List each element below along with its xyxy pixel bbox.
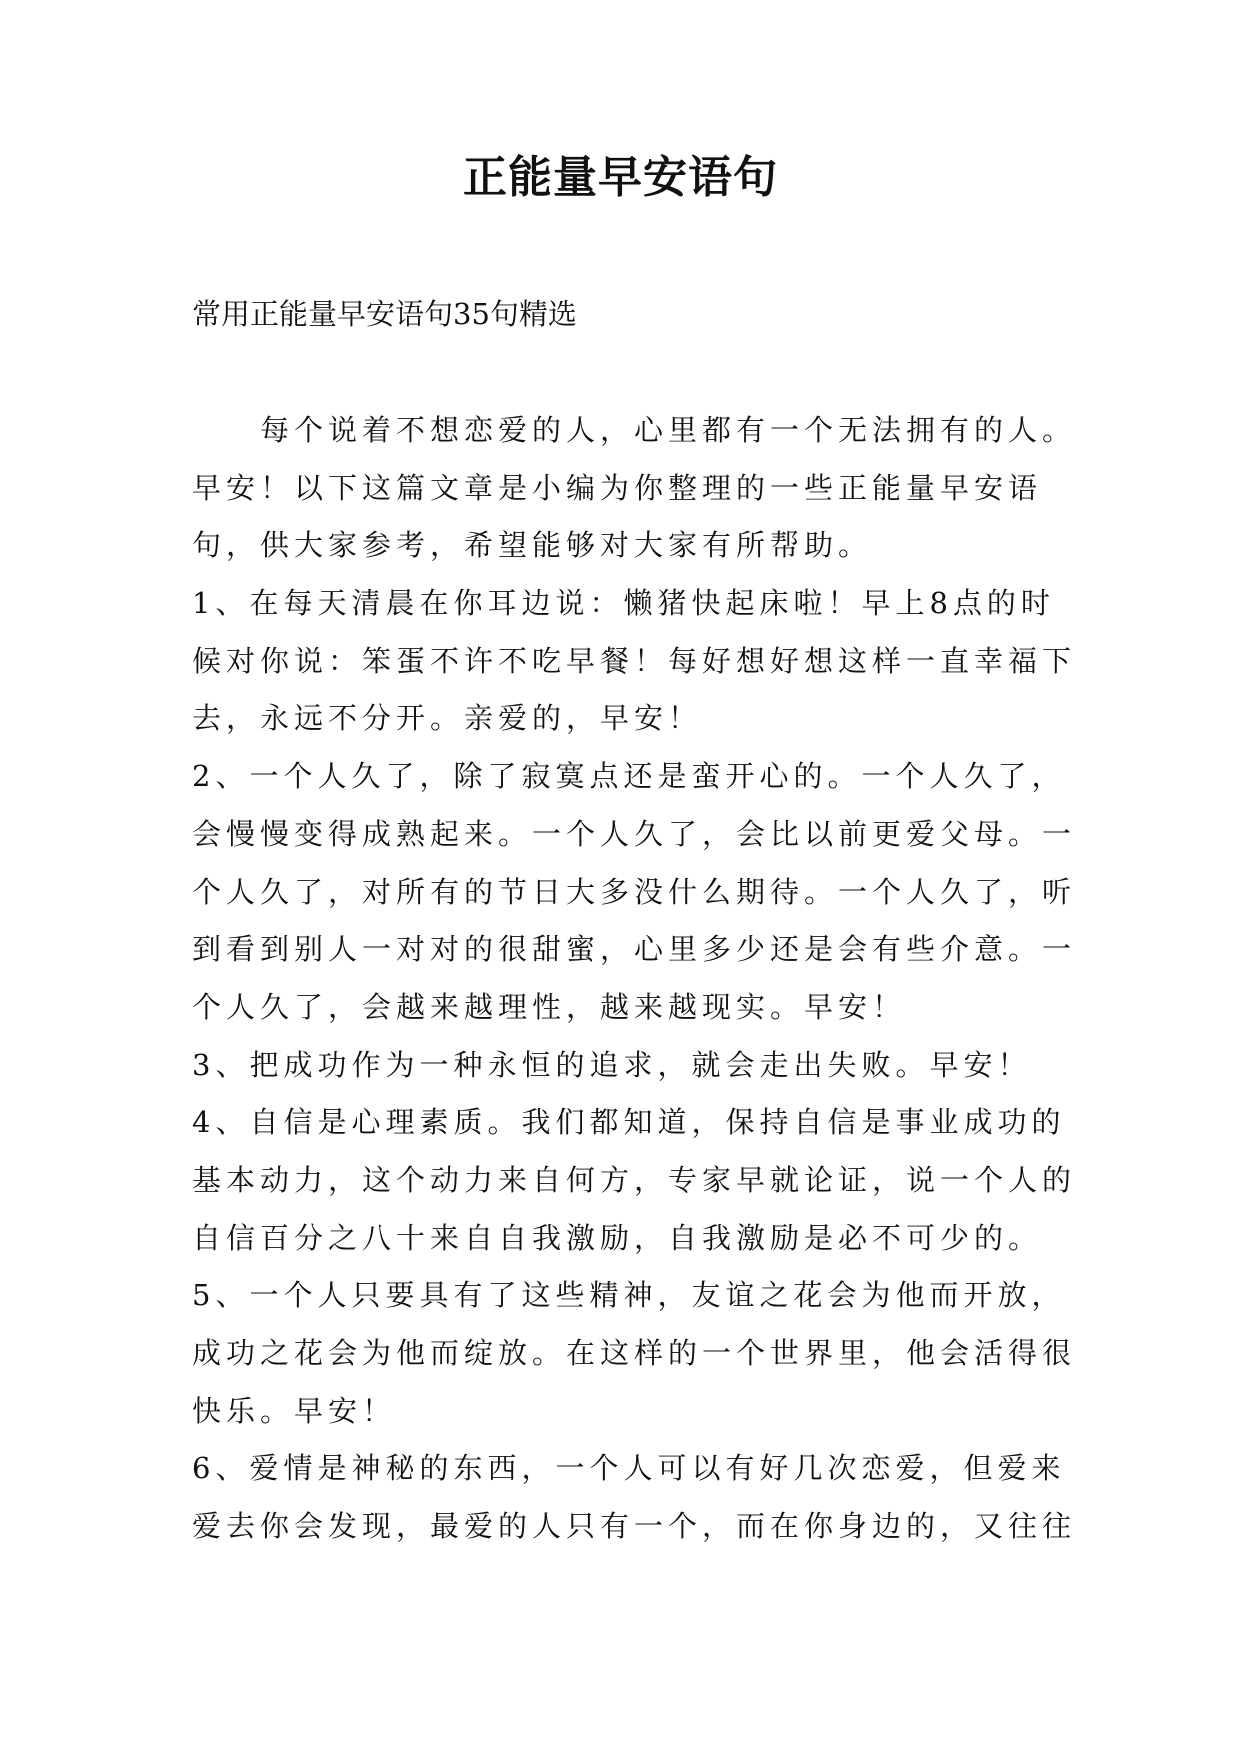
document-title: 正能量早安语句 (463, 152, 778, 203)
body-line: 早安！以下这篇文章是小编为你整理的一些正能量早安语 (192, 470, 1043, 505)
body-line: 2、一个人久了，除了寂寞点还是蛮开心的。一个人久了， (192, 759, 1066, 794)
document-subtitle: 常用正能量早安语句35句精选 (192, 297, 577, 331)
body-line: 爱去你会发现，最爱的人只有一个，而在你身边的，又往往 (192, 1509, 1077, 1544)
body-line: 1、在每天清晨在你耳边说：懒猪快起床啦！早上8点的时 (192, 586, 1055, 621)
body-line: 候对你说：笨蛋不许不吃早餐！每好想好想这样一直幸福下 (192, 643, 1077, 678)
body-line: 个人久了，会越来越理性，越来越现实。早安！ (192, 989, 907, 1024)
body-line: 个人久了，对所有的节日大多没什么期待。一个人久了，听 (192, 874, 1077, 909)
body-line: 句，供大家参考，希望能够对大家有所帮助。 (192, 528, 873, 563)
body-line: 6、爱情是神秘的东西，一个人可以有好几次恋爱，但爱来 (192, 1451, 1066, 1486)
body-line: 3、把成功作为一种永恒的追求，就会走出失败。早安！ (192, 1047, 1032, 1082)
body-line: 基本动力，这个动力来自何方，专家早就论证，说一个人的 (192, 1162, 1077, 1197)
body-line: 到看到别人一对对的很甜蜜，心里多少还是会有些介意。一 (192, 932, 1077, 967)
body-line: 4、自信是心理素质。我们都知道，保持自信是事业成功的 (192, 1105, 1066, 1140)
body-line: 每个说着不想恋爱的人，心里都有一个无法拥有的人。 (260, 413, 1077, 447)
document-body (192, 402, 1077, 1556)
body-line: 成功之花会为他而绽放。在这样的一个世界里，他会活得很 (192, 1336, 1077, 1370)
body-line: 自信百分之八十来自自我激励，自我激励是必不可少的。 (192, 1220, 1043, 1255)
body-line: 快乐。早安！ (192, 1393, 397, 1428)
body-line: 会慢慢变得成熟起来。一个人久了，会比以前更爱父母。一 (192, 816, 1077, 851)
body-line: 去，永远不分开。亲爱的，早安！ (192, 701, 703, 736)
body-line: 5、一个人只要具有了这些精神，友谊之花会为他而开放， (192, 1278, 1066, 1313)
